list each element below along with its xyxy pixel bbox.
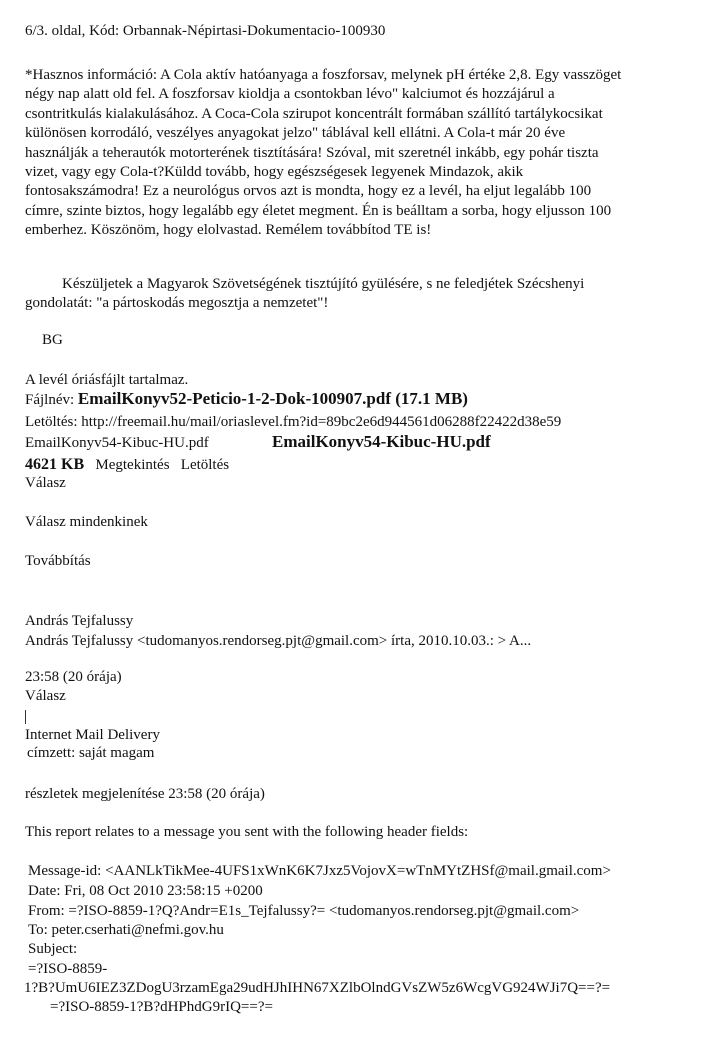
attachment2-name-small[interactable]: EmailKonyv54-Kibuc-HU.pdf [25, 435, 209, 451]
download-link[interactable]: Letöltés [180, 457, 230, 473]
text-cursor [25, 710, 26, 724]
info-line: vizet, vagy egy Cola-t?Küldd tovább, hogy egészségesek legyenek Mindazok, akik [25, 164, 524, 181]
show-details-link[interactable]: részletek megjelenítése 23:58 (20 órája) [25, 786, 265, 802]
delivery-sender[interactable]: Internet Mail Delivery [25, 727, 160, 743]
attachment-download-row [25, 413, 561, 432]
attachment2-meta-row [25, 455, 229, 475]
header-subject-1: =?ISO-8859- [28, 961, 108, 977]
download-label: Letöltés: [25, 414, 82, 430]
download-url-link[interactable]: http://freemail.hu/mail/oriaslevel.fm?id=89bc2e6d944561d06288f22422d38e59 [81, 414, 562, 430]
sender-name[interactable]: András Tejfalussy [25, 613, 134, 629]
info-line: négy nap alatt old fel. A foszforsav kioldja a csontokban lévo" kalciumot és hozzájárul a [25, 86, 555, 103]
info-paragraph [25, 66, 700, 241]
info-line: emberhez. Köszönöm, hogy elolvastad. Remélem továbbítod TE is! [25, 222, 432, 239]
filename-label: Fájlnév: [25, 392, 78, 408]
info-line: csontritkulás kialakulásához. A Coca-Cola szirupot koncentrált formában szállító tartálykocsikat [25, 105, 603, 122]
header-subject-2: 1?B?UmU6IEZ3ZDogU3rzamEga29udHJhIHN67XZlbOlndGVsZW5z6WcgVG924WJi7Q==?= [24, 980, 611, 996]
delivery-recipient: címzett: saját magam [27, 745, 155, 761]
header-subject-3: =?ISO-8859-1?B?dHPhdG9rIQ==?= [50, 999, 273, 1015]
info-line: különösen korrodáló, veszélyes anyagokat jelzo" táblával kell ellátni. A Cola-t már 20 éve [25, 125, 566, 142]
page-header: 6/3. oldal, Kód: Orbannak-Népirtasi-Dokumentacio-100930 [25, 23, 386, 39]
info-line: *Hasznos információ: A Cola aktív hatóanyaga a foszforsav, melynek pH értéke 2,8. Egy vasszöget [25, 67, 622, 83]
attachment2-size: 4621 KB [25, 456, 85, 473]
message-time: 23:58 (20 órája) [25, 669, 122, 685]
report-intro: This report relates to a message you sent with the following header fields: [25, 824, 469, 840]
signature: BG [42, 332, 63, 348]
attachment-filename[interactable]: EmailKonyv52-Peticio-1-2-Dok-100907.pdf (17.1 MB) [77, 389, 468, 408]
info-line: használják a teherautók motorterének tisztítására! Szóval, mit szeretnél inkább, egy pohár tiszta [25, 144, 599, 161]
header-from: From: =?ISO-8859-1?Q?Andr=E1s_Tejfalussy?= <tudomanyos.rendorseg.pjt@gmail.com> [28, 903, 580, 919]
sender-reply-link[interactable]: Válasz [25, 688, 66, 704]
sender-quote[interactable]: András Tejfalussy <tudomanyos.rendorseg.pjt@gmail.com> írta, 2010.10.03.: > A... [25, 633, 532, 649]
call-line-2: gondolatát: "a pártoskodás megosztja a nemzetet"! [25, 295, 329, 311]
attachment-notice: A levél óriásfájlt tartalmaz. [25, 372, 189, 388]
preview-link[interactable]: Megtekintés [95, 457, 170, 473]
header-message-id: Message-id: <AANLkTikMee-4UFS1xWnK6K7Jxz5VojovX=wTnMYtZHSf@mail.gmail.com> [28, 863, 611, 879]
header-subject-label: Subject: [28, 941, 78, 957]
info-line: fontosakszámodra! Ez a neurológus orvos azt is mondta, hogy ez a levél, ha eljut legalább 100 [25, 183, 592, 200]
header-to: To: peter.cserhati@nefmi.gov.hu [28, 922, 224, 938]
reply-all-link[interactable]: Válasz mindenkinek [25, 514, 148, 530]
attachment2-name-big[interactable]: EmailKonyv54-Kibuc-HU.pdf [272, 432, 491, 451]
header-date: Date: Fri, 08 Oct 2010 23:58:15 +0200 [28, 883, 263, 899]
call-line-1: Készüljetek a Magyarok Szövetségének tisztújító gyülésére, s ne feledjétek Szécshenyi [62, 276, 585, 292]
info-line: címre, szinte biztos, hogy legalább egy életet megment. Én is beálltam a sorba, hogy eljusson 100 [25, 202, 612, 219]
reply-link[interactable]: Válasz [25, 475, 66, 491]
attachment-filename-row [25, 389, 468, 410]
forward-link[interactable]: Továbbítás [25, 553, 91, 569]
